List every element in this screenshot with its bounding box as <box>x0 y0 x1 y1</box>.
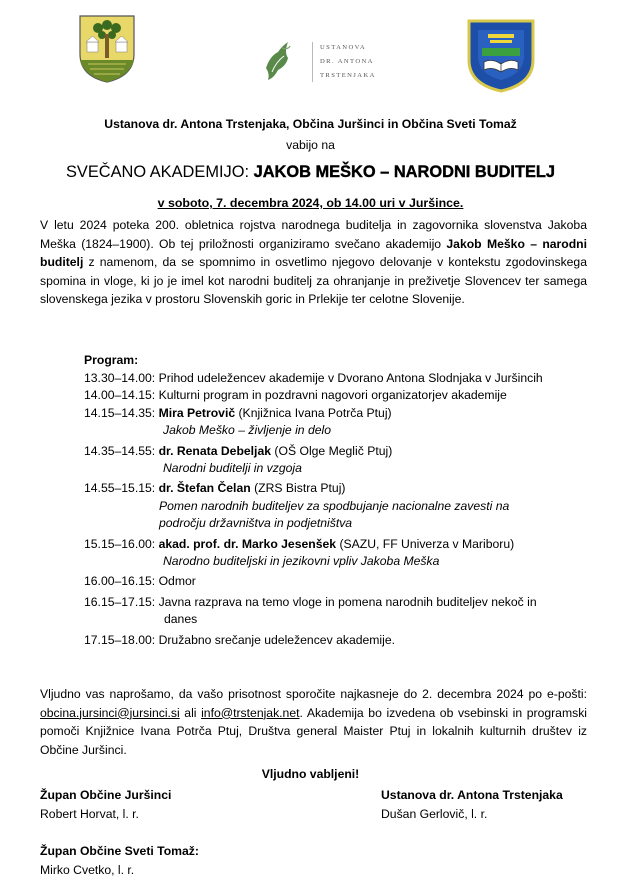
program-text: Družabno srečanje udeležencev akademije. <box>158 632 396 647</box>
program-topic: Pomen narodnih buditeljev za spodbujanje nacionalne zavesti na <box>159 498 510 513</box>
organizers-line: Ustanova dr. Antona Trstenjaka, Občina Juršinci in Občina Sveti Tomaž <box>104 117 517 131</box>
jursinci-coat-of-arms-icon <box>78 14 136 84</box>
email-link-jursinci[interactable]: obcina.jursinci@jursinci.si <box>40 705 180 720</box>
program-text: Javna razprava na temo vloge in pomena narodnih buditeljev nekoč in <box>158 594 537 609</box>
paragraph-text: Vljudno vas naprošamo, da vašo prisotnost sporočite najkasneje do 2. decembra 2024 po e-pošti: <box>40 687 587 701</box>
paragraph-text: . Akademija bo izvedena ob vsebinski in programski pomoči Knjižnice Ivana Potrča Ptuj, Društva general Maister Ptuj in lokalnih kulturnih društev iz Občine Juršinci. <box>40 705 588 757</box>
program-item <box>84 370 584 387</box>
email-link-trstenjak[interactable]: info@trstenjak.net <box>201 705 300 720</box>
program-time: 15.15–16.00: <box>84 536 156 551</box>
signature-title: Župan Občine Sveti Tomaž: <box>40 844 199 858</box>
logo-header <box>0 14 621 94</box>
program-topic: področju državništva in podjetništva <box>159 516 353 531</box>
program-item <box>84 480 584 532</box>
logo-divider <box>312 42 313 82</box>
program-org: (OŠ Olge Meglič Ptuj) <box>274 443 393 458</box>
signature-title: Ustanova dr. Antona Trstenjaka <box>381 788 563 802</box>
sveti-tomaz-coat-of-arms-icon <box>466 18 536 94</box>
program-topic: Narodni buditelji in vzgoja <box>163 461 302 476</box>
paragraph-bold-text: Jakob Meško – narodni buditelj <box>40 236 587 270</box>
intro-paragraph <box>40 216 587 309</box>
program-section <box>84 352 584 649</box>
signature-block <box>40 842 199 879</box>
logo-text-line: DR. ANTONA <box>320 58 374 65</box>
program-item <box>84 405 584 440</box>
program-speaker: Mira Petrovič <box>158 405 236 420</box>
program-text: Odmor <box>158 574 196 589</box>
program-text: Kulturni program in pozdravni nagovori organizatorjev akademije <box>158 388 507 403</box>
program-heading: Program: <box>84 353 139 367</box>
program-speaker: dr. Štefan Čelan <box>158 481 251 496</box>
program-text: Prihod udeležencev akademije v Dvorano Antona Slodnjaka v Juršincih <box>158 371 543 385</box>
program-topic: Narodno buditeljski in jezikovni vpliv Jakoba Meška <box>163 554 440 569</box>
program-org: (ZRS Bistra Ptuj) <box>254 481 346 496</box>
rsvp-paragraph <box>40 685 587 759</box>
program-time: 13.30–14.00: <box>84 371 156 385</box>
signature-name: Mirko Cvetko, l. r. <box>40 862 135 877</box>
program-time: 16.15–17.15: <box>84 594 156 609</box>
signature-block <box>381 786 563 823</box>
title-prefix: SVEČANO AKADEMIJO: <box>65 163 250 181</box>
program-item <box>84 632 584 649</box>
program-time: 14.35–14.55: <box>84 443 156 458</box>
program-time: 14.55–15.15: <box>84 481 156 496</box>
program-item <box>84 536 584 571</box>
ustanova-logo-text <box>320 41 376 83</box>
signature-name: Dušan Gerlovič, l. r. <box>381 806 488 821</box>
greeting: Vljudno vabljeni! <box>261 767 360 781</box>
paragraph-text: z namenom, da se spomnimo in osvetlimo njegovo delovanje v kontekstu zgodovinskega spomina in vloge, ki jo je imel kot narodni buditelj za ohranjanje in preživetje Slovencev ter samega slovenskega jezika v prostoru Slovenskih goric in Prlekije ter celotne Slovenije. <box>40 255 587 307</box>
paragraph-text: ali <box>179 705 202 720</box>
title-main: JAKOB MEŠKO – NARODNI BUDITELJ <box>253 163 556 181</box>
signature-title: Župan Občine Juršinci <box>40 788 172 802</box>
program-time: 17.15–18.00: <box>84 632 156 647</box>
program-item <box>84 387 584 404</box>
event-date: v soboto, 7. decembra 2024, ob 14.00 uri v Juršince. <box>157 196 464 210</box>
paragraph-text: V letu 2024 poteka 200. obletnica rojstva narodnega buditelja in zagovornika slovenstva Jakoba Meška (1824–1900). Ob tej priložnosti organiziramo svečano akademijo <box>40 218 587 251</box>
program-text-continued: danes <box>164 612 198 627</box>
program-topic: Jakob Meško – življenje in delo <box>163 423 332 438</box>
program-item <box>84 573 584 590</box>
ustanova-logo <box>258 38 398 84</box>
logo-text-line: USTANOVA <box>320 44 367 51</box>
logo-text-line: TRSTENJAKA <box>320 72 376 79</box>
program-speaker: dr. Renata Debeljak <box>158 443 272 458</box>
program-time: 14.00–14.15: <box>84 388 156 403</box>
profile-leaf-icon <box>258 38 298 84</box>
program-org: (SAZU, FF Univerza v Mariboru) <box>339 536 515 551</box>
program-speaker: akad. prof. dr. Marko Jesenšek <box>158 536 337 551</box>
program-org: (Knjižnica Ivana Potrča Ptuj) <box>238 405 392 420</box>
invite-line: vabijo na <box>286 138 335 152</box>
signature-name: Robert Horvat, l. r. <box>40 806 139 821</box>
program-time: 16.00–16.15: <box>84 574 156 589</box>
program-time: 14.15–14.35: <box>84 405 156 420</box>
program-item <box>84 443 584 478</box>
event-title <box>0 163 621 182</box>
program-item <box>84 594 584 629</box>
signature-block <box>40 786 171 823</box>
